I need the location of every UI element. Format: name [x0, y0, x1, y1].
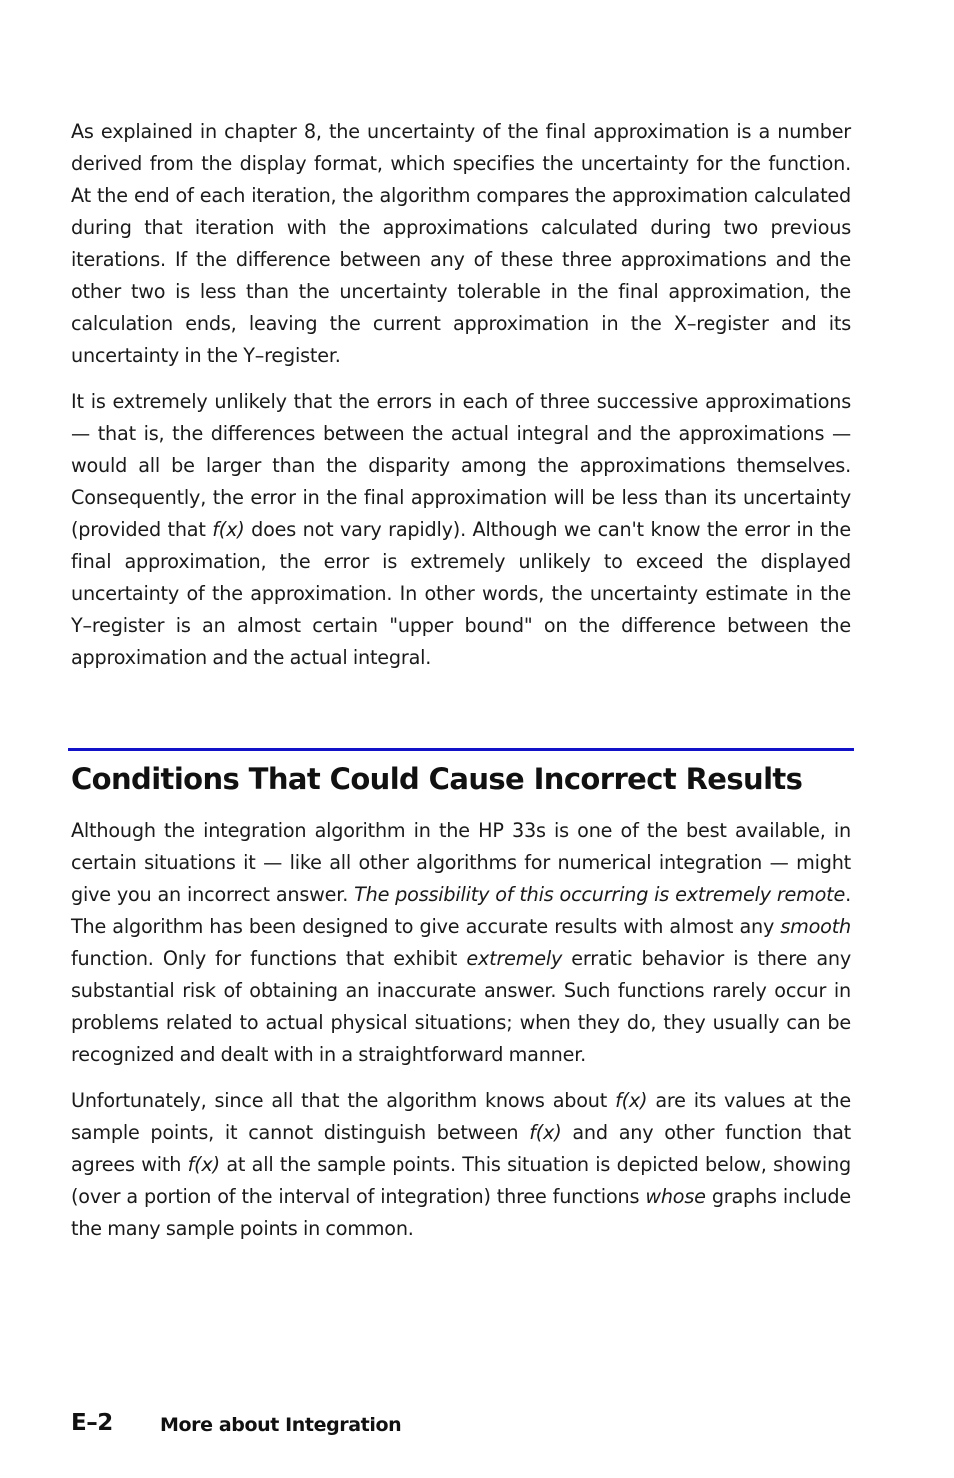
function-notation: f(x) — [615, 1089, 648, 1112]
paragraph-text-part: Although the integration algorithm in the HP 33s is one of the best available, in certain situations it — like all other algorithms for numerical integration — might give you an incorrect answer. — [71, 819, 851, 906]
paragraph-text-part: erratic behavior is there any substantial risk of obtaining an inaccurate answer. Such functions rarely occur in problems related to actual physical situations; when they do, they usually can be recognized and dealt with in a straightforward manner. — [71, 947, 851, 1066]
emphasis-text: The possibility of this occurring is extremely remote — [354, 883, 846, 906]
paragraph-text-part: . The algorithm has been designed to give accurate results with almost any — [71, 883, 851, 938]
function-notation: f(x) — [529, 1121, 562, 1144]
paragraph-text-part: graphs include the many sample points in common. — [71, 1185, 851, 1240]
chapter-title: More about Integration — [160, 1414, 402, 1436]
paragraph-text-part: does not vary rapidly). Although we can't know the error in the final approximation, the error is extremely unlikely to exceed the displayed uncertainty of the approximation. In other words, the uncertainty estimate in the Y–register is an almost certain "upper bound" on the difference between the approximation and the actual integral. — [71, 518, 851, 669]
paragraph-text-part: Unfortunately, since all that the algorithm knows about — [71, 1089, 616, 1112]
paragraph-text-part: at all the sample points. This situation is depicted below, showing (over a portion of the interval of integration) three functions — [71, 1153, 851, 1208]
paragraph-incorrect-answers — [71, 815, 851, 1071]
paragraph-error-bound — [71, 386, 851, 674]
emphasis-text: extremely — [466, 947, 563, 970]
function-notation: f(x) — [212, 518, 245, 541]
paragraph-sample-points — [71, 1085, 851, 1245]
function-notation: f(x) — [187, 1153, 220, 1176]
paragraph-uncertainty-explanation — [71, 116, 851, 372]
paragraph-text-part: It is extremely unlikely that the errors in each of three successive approximations — that is, the differences between the actual integral and the approximations — would all be larger than the disparity among the approximations themselves. Consequently, the error in the final approximation will be less than its uncertainty (provided that — [71, 390, 851, 541]
page-footer — [71, 1405, 671, 1441]
paragraph-text: As explained in chapter 8, the uncertainty of the final approximation is a number derived from the display format, which specifies the uncertainty for the function. At the end of each iteration, the algorithm compares the approximation calculated during that iteration with the approximations calculated during two previous iterations. If the difference between any of these three approximations and the other two is less than the uncertainty tolerable in the final approximation, the calculation ends, leaving the current approximation in the X–register and its uncertainty in the Y–register. — [71, 120, 851, 367]
section-divider — [68, 748, 854, 751]
paragraph-text-part: are its values at the sample points, it cannot distinguish between — [71, 1089, 851, 1144]
paragraph-text-part: and any other function that agrees with — [71, 1121, 852, 1176]
section-heading: Conditions That Could Cause Incorrect Results — [71, 762, 803, 796]
paragraph-text-part: function. Only for functions that exhibit — [71, 947, 467, 970]
manual-page — [71, 0, 851, 1478]
emphasis-text: smooth — [780, 915, 851, 938]
emphasis-text: whose — [645, 1185, 706, 1208]
page-number: E–2 — [71, 1410, 113, 1436]
